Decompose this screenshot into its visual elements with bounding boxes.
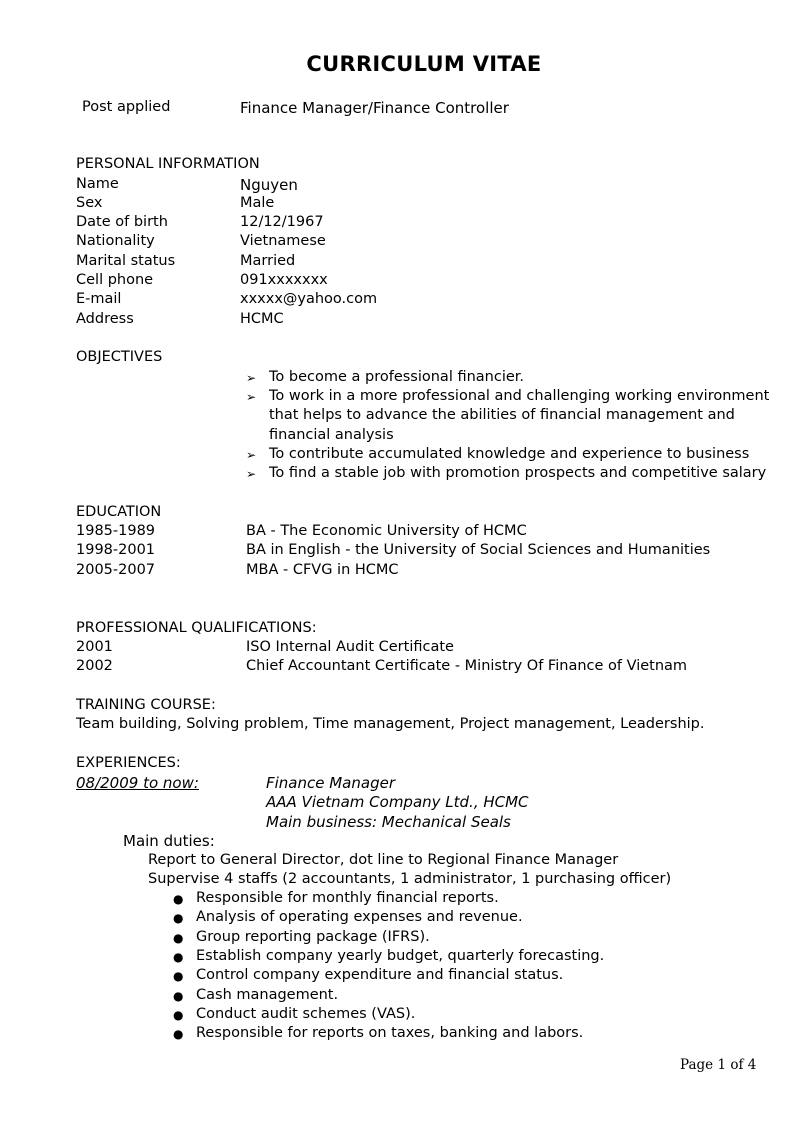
qualification-year: 2001 [76, 639, 113, 655]
arrow-bullet-icon: ➢ [246, 448, 257, 462]
bullet-icon: ● [173, 892, 184, 906]
dob-value: 12/12/1967 [240, 214, 324, 230]
education-detail: BA in English - the University of Social Sciences and Humanities [246, 542, 711, 558]
marital-status-value: Married [240, 253, 296, 269]
training-text: Team building, Solving problem, Time management, Project management, Leadership. [76, 716, 705, 732]
main-duties-heading: Main duties: [123, 832, 215, 850]
education-detail: MBA - CFVG in HCMC [246, 562, 399, 578]
sex-label: Sex [76, 195, 103, 211]
objective-item-continued: that helps to advance the abilities of financial management and [269, 407, 735, 423]
education-years: 1985-1989 [76, 523, 156, 539]
bullet-icon: ● [173, 1027, 184, 1041]
arrow-bullet-icon: ➢ [246, 390, 257, 404]
objective-item: To work in a more professional and challenging working environment [269, 388, 770, 404]
bullet-icon: ● [173, 911, 184, 925]
arrow-bullet-icon: ➢ [246, 467, 257, 481]
address-value: HCMC [240, 311, 284, 327]
objective-item: To contribute accumulated knowledge and experience to business [269, 446, 750, 462]
duty-item: Cash management. [196, 987, 339, 1003]
experience-position: Finance Manager [266, 774, 395, 792]
education-years: 2005-2007 [76, 562, 156, 578]
experience-company: AAA Vietnam Company Ltd., HCMC [266, 793, 529, 811]
duty-item: Establish company yearly budget, quarterly forecasting. [196, 948, 605, 964]
page-number: Page 1 of 4 [680, 1057, 757, 1073]
bullet-icon: ● [173, 950, 184, 964]
education-heading: EDUCATION [76, 504, 162, 520]
bullet-icon: ● [173, 931, 184, 945]
qualifications-heading: PROFESSIONAL QUALIFICATIONS: [76, 620, 317, 636]
nationality-label: Nationality [76, 233, 155, 249]
cell-phone-label: Cell phone [76, 272, 154, 288]
qualification-year: 2002 [76, 658, 113, 674]
duty-item: Control company expenditure and financial status. [196, 967, 564, 983]
bullet-icon: ● [173, 969, 184, 983]
experiences-heading: EXPERIENCES: [76, 755, 181, 771]
qualification-detail: ISO Internal Audit Certificate [246, 639, 454, 655]
objective-item: To find a stable job with promotion prospects and competitive salary [269, 465, 767, 481]
address-label: Address [76, 311, 134, 327]
email-label: E-mail [76, 291, 122, 307]
sex-value: Male [240, 195, 275, 211]
dob-label: Date of birth [76, 214, 168, 230]
arrow-bullet-icon: ➢ [246, 371, 257, 385]
nationality-value: Vietnamese [240, 233, 326, 249]
email-value: xxxxx@yahoo.com [240, 291, 378, 307]
duty-item: Responsible for reports on taxes, banking and labors. [196, 1025, 584, 1041]
experience-business: Main business: Mechanical Seals [266, 813, 511, 831]
objective-item-continued: financial analysis [269, 427, 394, 443]
name-value: Nguyen [240, 176, 298, 194]
objective-item: To become a professional financier. [269, 369, 525, 385]
post-applied-value: Finance Manager/Finance Controller [240, 99, 509, 117]
training-heading: TRAINING COURSE: [76, 697, 216, 713]
document-title: CURRICULUM VITAE [306, 52, 542, 76]
duty-item: Responsible for monthly financial reports. [196, 890, 499, 906]
objectives-heading: OBJECTIVES [76, 349, 163, 365]
post-applied-label: Post applied [82, 99, 171, 115]
name-label: Name [76, 176, 119, 192]
bullet-icon: ● [173, 1008, 184, 1022]
bullet-icon: ● [173, 989, 184, 1003]
report-line: Report to General Director, dot line to Regional Finance Manager [148, 852, 619, 868]
qualification-detail: Chief Accountant Certificate - Ministry Of Finance of Vietnam [246, 658, 688, 674]
duty-item: Conduct audit schemes (VAS). [196, 1006, 416, 1022]
cell-phone-value: 091xxxxxxx [240, 272, 328, 288]
marital-status-label: Marital status [76, 253, 176, 269]
education-years: 1998-2001 [76, 542, 156, 558]
education-detail: BA - The Economic University of HCMC [246, 523, 527, 539]
supervise-line: Supervise 4 staffs (2 accountants, 1 administrator, 1 purchasing officer) [148, 871, 672, 887]
duty-item: Group reporting package (IFRS). [196, 929, 430, 945]
duty-item: Analysis of operating expenses and revenue. [196, 909, 523, 925]
personal-info-heading: PERSONAL INFORMATION [76, 156, 260, 172]
experience-period: 08/2009 to now: [76, 774, 199, 792]
